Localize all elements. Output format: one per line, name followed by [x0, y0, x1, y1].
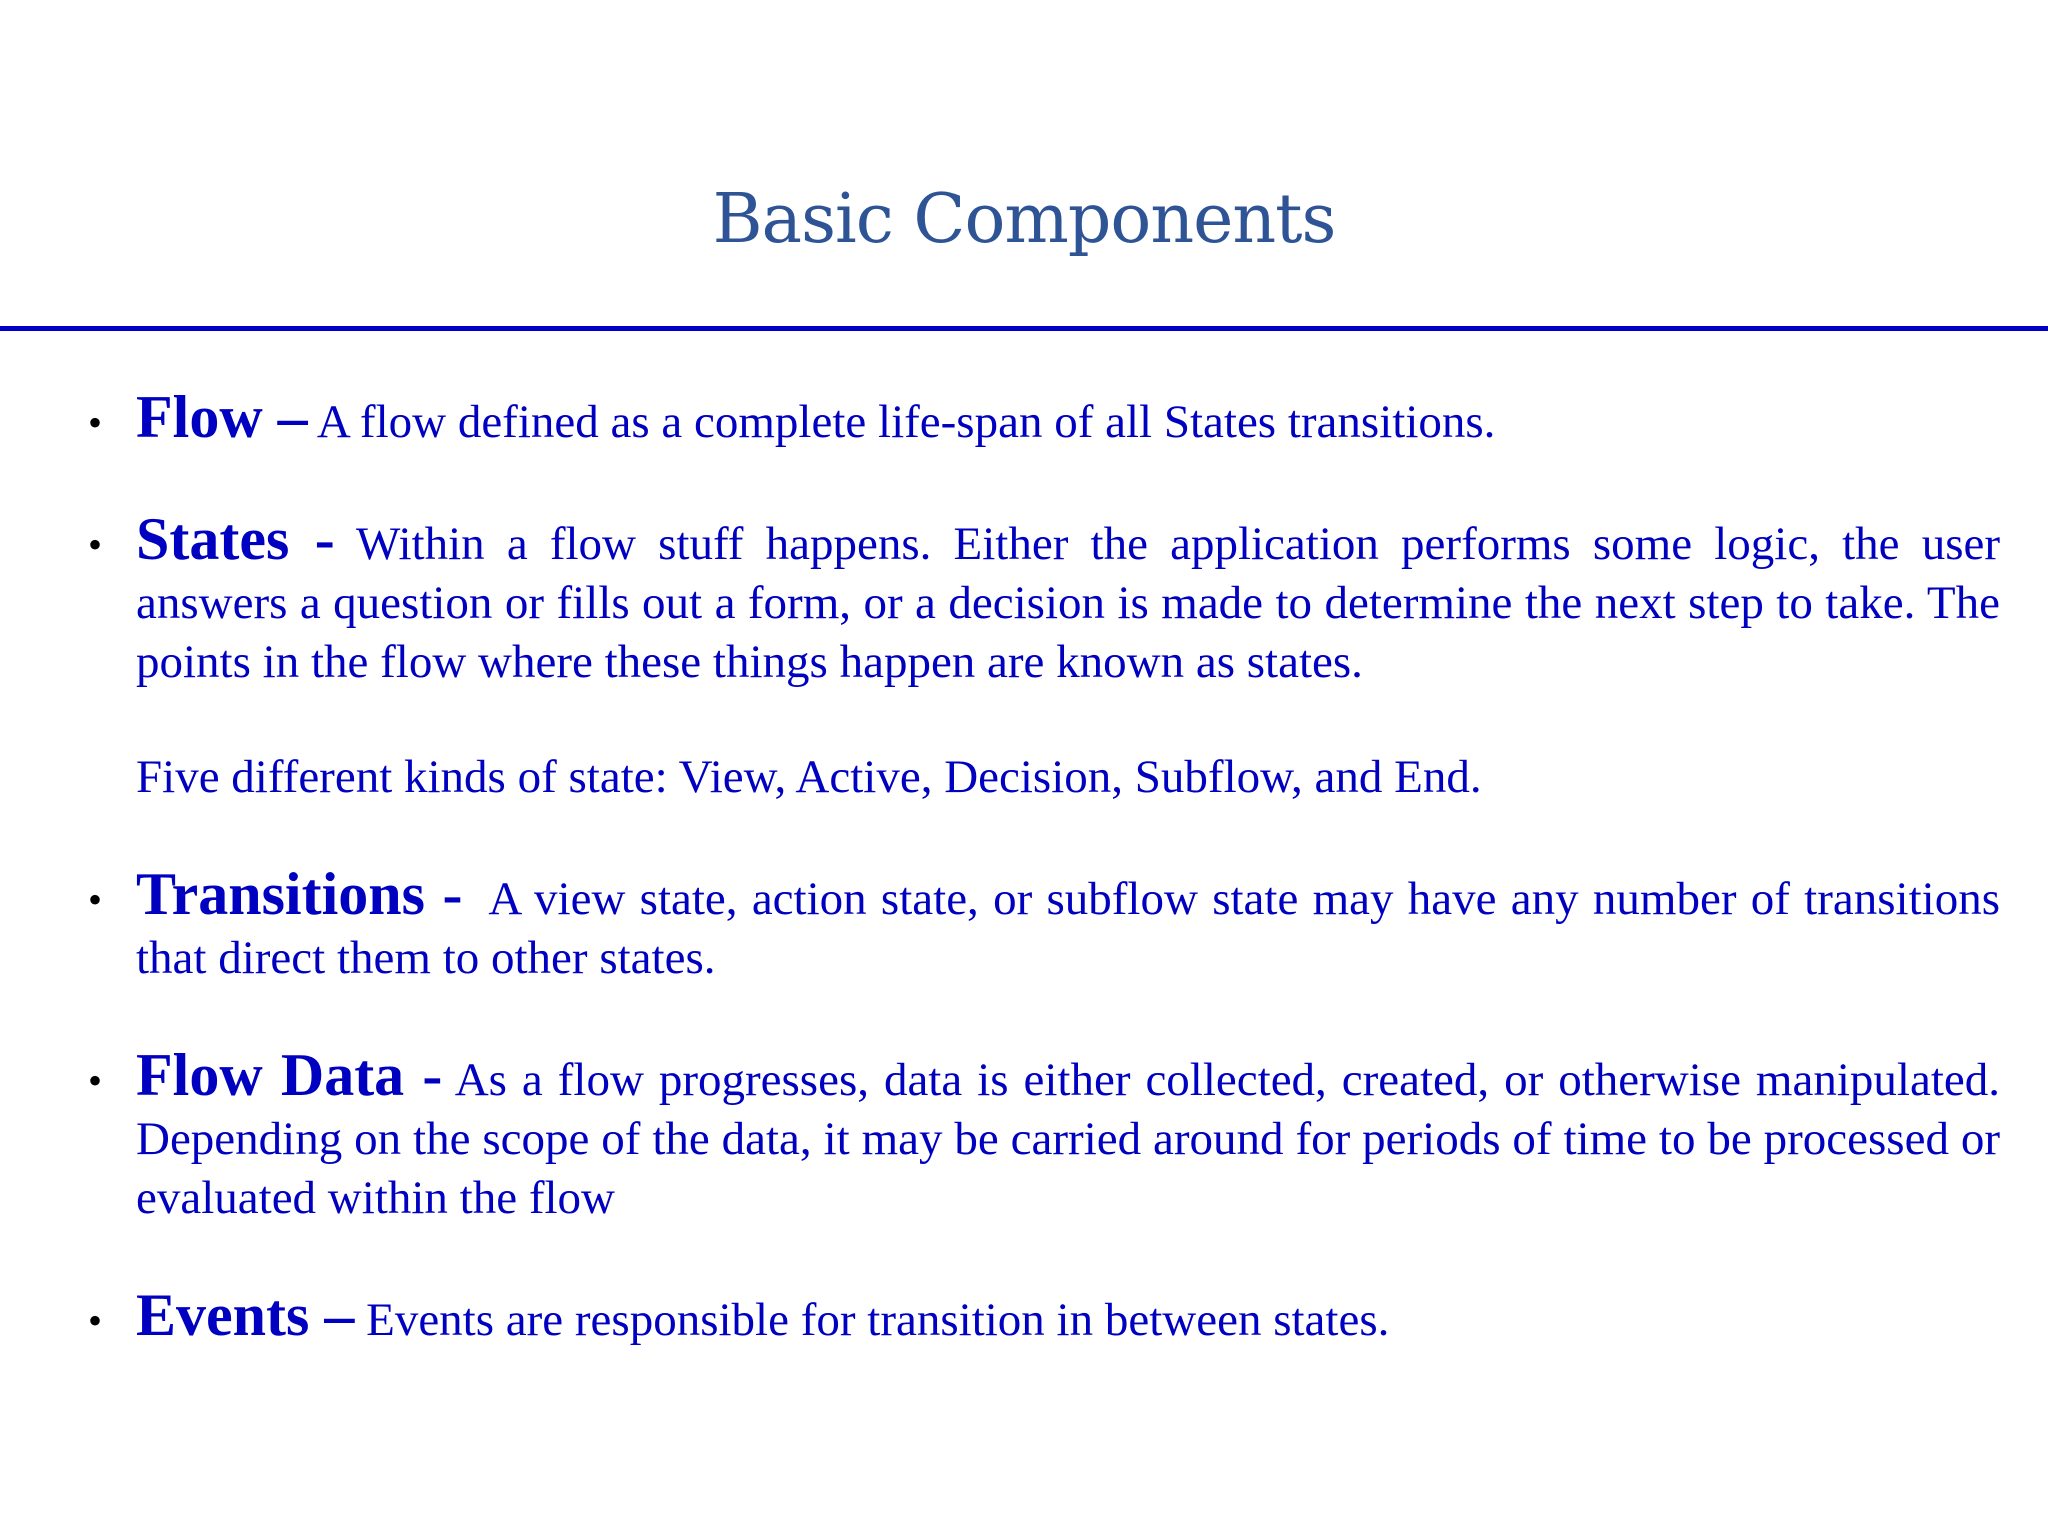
definition-flow: A flow defined as a complete life-span of all States transitions.	[307, 396, 1496, 448]
definition-events: Events are responsible for transition in between states.	[354, 1294, 1390, 1346]
title-divider	[0, 326, 2048, 331]
definition-states: Within a flow stuff happens. Either the application performs some logic, the user answers a question or fills out a form, or a decision is made to determine the next step to take. The points in the flow where these things happen are known as states.	[136, 518, 2000, 688]
bullet-transitions	[88, 861, 2012, 988]
bullet-flow	[88, 384, 2000, 452]
bullet-flow-data	[88, 1042, 2000, 1228]
bullet-list	[88, 384, 2012, 1350]
term-transitions: Transitions -	[136, 861, 463, 927]
bullet-states	[88, 506, 2000, 692]
bullet-marker: •	[88, 1058, 103, 1103]
bullet-events	[88, 1282, 2000, 1350]
term-flow: Flow –	[136, 384, 308, 450]
states-kinds-note: Five different kinds of state: View, Active, Decision, Subflow, and End.	[136, 751, 1482, 803]
term-flow-data: Flow Data -	[136, 1042, 443, 1108]
term-events: Events –	[136, 1282, 355, 1348]
bullet-marker: •	[88, 1298, 103, 1343]
bullet-marker: •	[88, 877, 103, 922]
slide-title: Basic Components	[712, 180, 1336, 259]
definition-flow-data: As a flow progresses, data is either collected, created, or otherwise manipulated. Depending on the scope of the data, it may be carried around for periods of time to be processed or evaluated within the flow	[136, 1054, 2000, 1224]
bullet-marker: •	[88, 522, 103, 567]
definition-transitions: A view state, action state, or subflow state may have any number of transitions that direct them to other states.	[136, 873, 2012, 984]
bullet-marker: •	[88, 400, 103, 445]
term-states: States -	[136, 506, 335, 572]
